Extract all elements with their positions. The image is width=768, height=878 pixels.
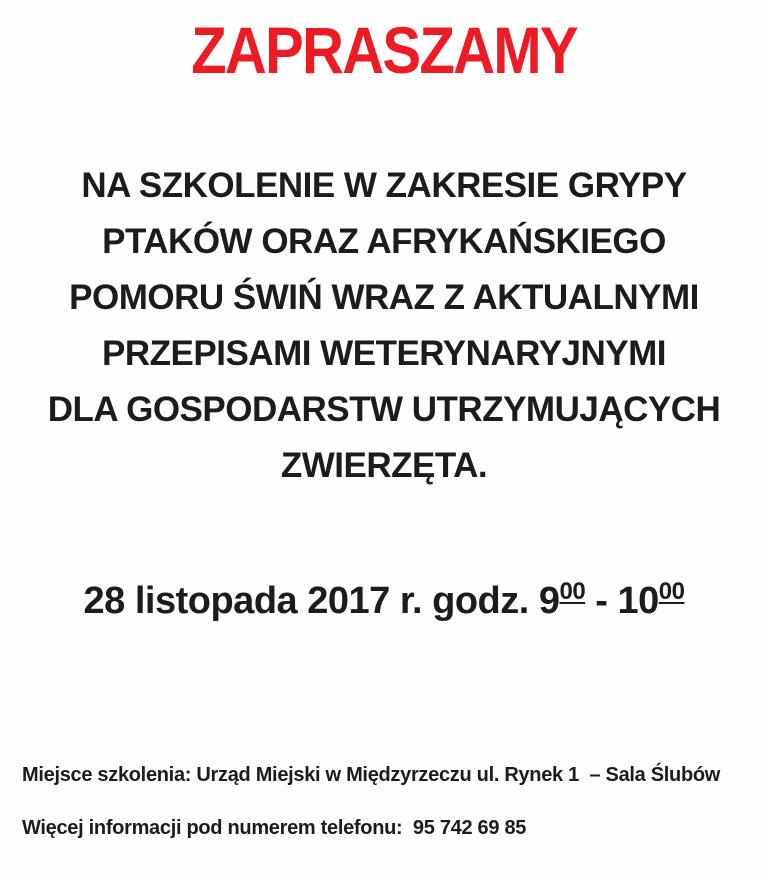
start-time-minutes-superscript: 00 — [559, 578, 586, 605]
poster-body — [0, 158, 768, 494]
body-line-6: ZWIERZĘTA. — [280, 446, 488, 485]
poster-title: ZAPRASZAMY — [191, 13, 577, 87]
date-time-separator: - 10 — [585, 580, 659, 622]
event-date-time — [0, 578, 768, 623]
body-line-3: POMORU ŚWIŃ WRAZ Z AKTUALNYMI — [69, 278, 699, 317]
body-line-2: PTAKÓW ORAZ AFRYKAŃSKIEGO — [102, 222, 666, 261]
body-line-1: NA SZKOLENIE W ZAKRESIE GRYPY — [81, 166, 687, 205]
phone-info-line: Więcej informacji pod numerem telefonu: 95 742 69 85 — [22, 817, 527, 839]
body-line-4: PRZEPISAMI WETERYNARYJNYMI — [102, 334, 666, 373]
end-time-minutes-superscript: 00 — [658, 578, 685, 605]
training-location-line: Miejsce szkolenia: Urząd Miejski w Międzyrzeczu ul. Rynek 1 – Sala Ślubów — [22, 764, 721, 786]
date-time-prefix: 28 listopada 2017 r. godz. 9 — [83, 580, 560, 622]
body-line-5: DLA GOSPODARSTW UTRZYMUJĄCYCH — [47, 390, 721, 429]
